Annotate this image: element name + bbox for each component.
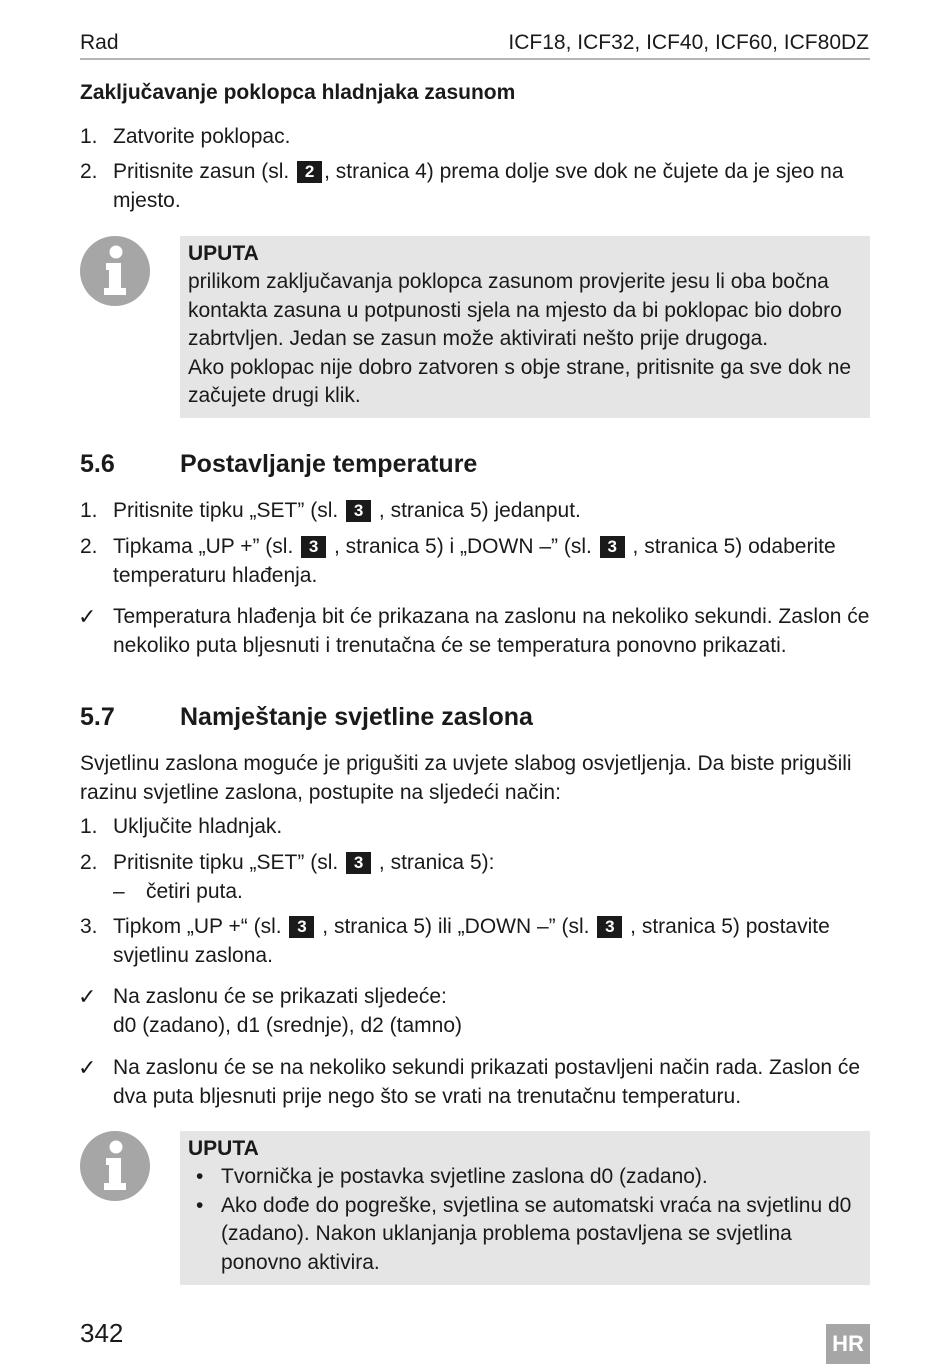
step-text-part: , stranica 4) prema dolje sve dok ne čujete da je sjeo na mjesto. — [113, 160, 844, 212]
sub-step-text: četiri puta. — [146, 880, 243, 903]
note-text: prilikom zaključavanja poklopca zasunom provjerite jesu li oba bočna kontakta zasuna u potpunosti sjela na mjesto da bi poklopac bio dobro zabrtvljen. Jedan se zasun može aktivirati nešto prije drugoga. — [188, 270, 842, 350]
running-header-left: Rad — [80, 31, 119, 54]
step-number: 1. — [80, 125, 98, 148]
step-text-part: Tipkom „UP +“ (sl. — [113, 915, 282, 938]
step-text-part: Tipkama „UP +” (sl. — [113, 535, 294, 558]
figure-ref-badge: 2 — [297, 161, 322, 183]
result-text: Temperatura hlađenja bit će prikazana na zaslonu na nekoliko sekundi. Zaslon će nekoliko puta bljesnuti i trenutačna će se temperatura ponovno prikazati. — [113, 605, 870, 657]
step-text-part: Pritisnite tipku „SET” (sl. — [113, 851, 339, 874]
note-bullet: • Tvornička je postavka svjetline zaslona d0 (zadano). — [188, 1163, 862, 1192]
check-icon: ✓ — [78, 604, 97, 629]
check-icon: ✓ — [78, 984, 97, 1009]
running-header-right: ICF18, ICF32, ICF40, ICF60, ICF80DZ — [508, 31, 869, 54]
step-text — [113, 848, 870, 877]
step-text — [113, 532, 870, 590]
step-text: Zatvorite poklopac. — [113, 125, 291, 148]
note-box — [180, 236, 870, 418]
intro-paragraph: Svjetlinu zaslona moguće je prigušiti za uvjete slabog osvjetljenja. Da biste prigušili razinu svjetline zaslona, postupite na sljedeći način: — [80, 752, 852, 804]
result-text — [113, 982, 870, 1040]
note-bullet-list — [188, 1163, 862, 1277]
dash-marker: – — [113, 880, 125, 903]
step-text — [113, 912, 870, 970]
step-text-part: Pritisnite tipku „SET” (sl. — [113, 499, 339, 522]
header-divider — [80, 58, 870, 60]
figure-ref-badge: 3 — [346, 852, 371, 874]
section-title: Postavljanje temperature — [180, 450, 478, 478]
step-number: 2. — [80, 160, 98, 183]
step-number: 1. — [80, 499, 98, 522]
section-title: Namještanje svjetline zaslona — [180, 703, 533, 731]
section-number: 5.7 — [80, 703, 115, 731]
figure-ref-badge: 3 — [346, 500, 371, 522]
figure-ref-badge: 3 — [597, 916, 622, 938]
result-text: Na zaslonu će se na nekoliko sekundi prikazati postavljeni način rada. Zaslon će dva puta bljesnuti prije nego što se vrati na trenutačnu temperaturu. — [113, 1056, 861, 1108]
step-text — [113, 157, 870, 215]
info-icon — [80, 1131, 150, 1201]
note-label: UPUTA — [188, 242, 259, 265]
page-number: 342 — [80, 1318, 124, 1348]
step-text-part: , stranica 5) jedanput. — [378, 499, 581, 522]
step-number: 3. — [80, 915, 98, 938]
step-text-part: , stranica 5) ili „DOWN –” (sl. — [322, 915, 590, 938]
subsection-title: Zaključavanje poklopca hladnjaka zasunom — [80, 81, 516, 104]
step-text-part: , stranica 5) postavite svjetlinu zaslona. — [113, 915, 830, 967]
figure-ref-badge: 3 — [600, 536, 625, 558]
step-text-part: , stranica 5) i „DOWN –” (sl. — [333, 535, 592, 558]
step-text: Uključite hladnjak. — [113, 815, 283, 838]
step-text-part: , stranica 5): — [378, 851, 495, 874]
step-text-part: , stranica 5) odaberite temperaturu hlađenja. — [113, 535, 836, 587]
step-text-part: Pritisnite zasun (sl. — [113, 160, 290, 183]
section-number: 5.6 — [80, 450, 115, 478]
step-text — [113, 496, 870, 525]
check-icon: ✓ — [78, 1055, 97, 1080]
figure-ref-badge: 3 — [289, 916, 314, 938]
info-icon — [80, 236, 150, 306]
step-number: 2. — [80, 851, 98, 874]
result-line: Na zaslonu će se prikazati sljedeće: — [113, 985, 447, 1008]
step-number: 1. — [80, 815, 98, 838]
note-text: Ako poklopac nije dobro zatvoren s obje strane, pritisnite ga sve dok ne začujete drugi klik. — [188, 355, 852, 407]
note-box — [180, 1131, 870, 1285]
note-bullet: • Ako dođe do pogreške, svjetlina se automatski vraća na svjetlinu d0 (zadano). Nakon uklanjanja problema postavljena se svjetlina ponovno aktivira. — [188, 1192, 862, 1278]
language-badge: HR — [826, 1324, 870, 1364]
figure-ref-badge: 3 — [301, 536, 326, 558]
step-number: 2. — [80, 535, 98, 558]
result-line: d0 (zadano), d1 (srednje), d2 (tamno) — [113, 1014, 463, 1037]
note-label: UPUTA — [188, 1137, 259, 1160]
